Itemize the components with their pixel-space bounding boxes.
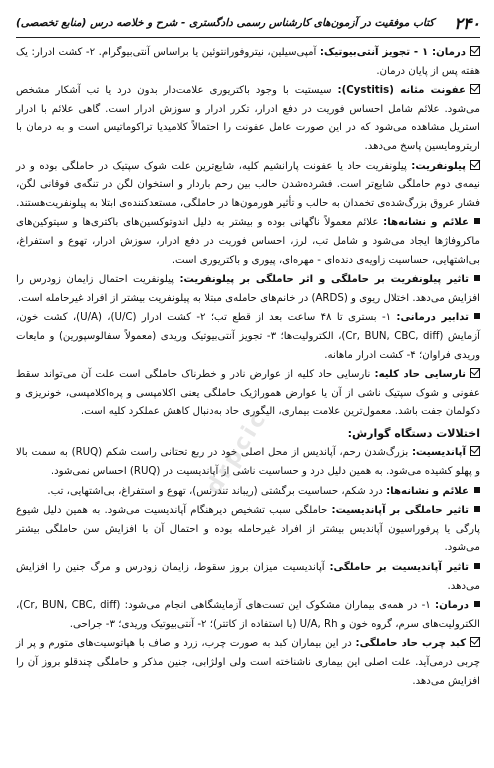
bullet-icon <box>474 313 480 319</box>
paragraph-text: ۱- در همه‌ی بیماران مشکوک این تست‌های آزمایشگاهی انجام می‌شود: (Cr, BUN, CBC, diff)، الکترولیت‌های سرم، گروه خون و U/A, Rh (با استفاده از کاتتر)؛ ۲- آنتی‌بیوتیک وریدی؛ ۳- جراحی. <box>16 600 480 630</box>
paragraph <box>16 444 480 481</box>
bullet-icon <box>474 218 480 224</box>
paragraph <box>16 597 480 634</box>
bullet-icon <box>474 563 480 569</box>
paragraph <box>16 214 480 270</box>
bullet-icon <box>474 275 480 281</box>
paragraph-text: درد شکم، حساسیت برگشتی (ریباند تندرنس)، تهوع و استفراغ، بی‌اشتهایی، تب. <box>47 485 387 497</box>
paragraph <box>16 502 480 558</box>
paragraph-text: ۱- بستری تا ۴۸ ساعت بعد از قطع تب؛ ۲- کشت ادرار (U/C)، (U/A)، کشت خون، آزمایش (Cr, BUN, CBC, diff)، الکترولیت‌ها؛ ۳- تجویز آنتی‌بیوتیک وریدی (معمولاً سفالوسپورین) و مایعات وریدی فراوان؛ ۴- کشت ادرار ماهانه. <box>16 312 480 361</box>
paragraph <box>16 82 480 156</box>
paragraph-text: پیلونفریت احتمال زایمان زودرس را افزایش می‌دهد. اختلال ریوی و (ARDS) در خانم‌های حامله‌ی مبتلا به پیلونفریت بیشتر از افراد غیرحامله است. <box>16 274 480 304</box>
paragraph-label: علائم و نشانه‌ها: <box>383 217 470 229</box>
paragraph <box>16 44 480 81</box>
checkbox-icon <box>470 160 480 170</box>
bullet-icon <box>474 506 480 512</box>
paragraph <box>16 309 480 365</box>
watermark: drpcic <box>201 406 273 499</box>
paragraph <box>16 271 480 308</box>
paragraph-label: عفونت مثانه (Cystitis): <box>337 85 466 97</box>
paragraph-label: آپاندیسیت: <box>411 447 466 459</box>
paragraph-label: تاثیر آپاندیسیت بر حاملگی: <box>329 562 469 574</box>
paragraph-label: درمان: <box>435 600 470 612</box>
paragraph-text: آپاندیسیت میزان بروز سقوط، زایمان زودرس و مرگ جنین را افزایش می‌دهد. <box>16 562 480 592</box>
checkbox-icon <box>470 46 480 56</box>
page-number: ۲۴۰ <box>454 13 480 33</box>
section-urinary <box>16 44 480 422</box>
paragraph-text: آمپی‌سیلین، نیتروفورانتوئین یا براساس آنتی‌بیوگرام. ۲- کشت ادرار: یک هفته پس از پایان درمان. <box>16 47 480 77</box>
paragraph-text: علائم معمولاً ناگهانی بوده و بیشتر به دلیل اندوتوکسین‌های باکتری‌ها و سیتوکین‌های ماکروفاژها ایجاد می‌شود و شامل تب، لرز، احساس فوریت در دفع ادرار، سوزش ادرار، تهوع و استفراغ، بی‌اشتهایی، حساسیت زاویه‌ی دنده‌ای - مهره‌ای، پیوری و باکتریوری است. <box>16 217 480 266</box>
paragraph-label: تاثیر حاملگی بر آپاندیسیت: <box>331 505 470 517</box>
paragraph-label: کبد چرب حاد حاملگی: <box>355 638 467 650</box>
paragraph-label: علائم و نشانه‌ها: <box>386 485 469 497</box>
paragraph-label: نارسایی حاد کلیه: <box>374 369 466 381</box>
paragraph <box>16 158 480 214</box>
section-heading-gi: اختلالات دستگاه گوارش: <box>347 426 480 440</box>
paragraph-label: درمان: ۱ - تجویز آنتی‌بیوتیک: <box>319 47 466 58</box>
paragraph <box>16 559 480 596</box>
page-header <box>16 12 480 38</box>
paragraph-text: پیلونفریت حاد یا عفونت پارانشیم کلیه، شایع‌ترین علت شوک سپتیک در حاملگی بوده و در نیمه‌ی دوم حاملگی شایع‌تر است. فشرده‌شدن حالب بین رحم باردار و استخوان لگن در تنگه‌ی فوقانی لگن، فشار عروق بزرگ‌شده‌ی تخمدان به حالب و تأثیر هورمون‌ها در حاملگی، مستعدکننده‌ی ابتلا به پیلونفریت‌هستند. <box>16 160 480 209</box>
body-text <box>16 44 480 691</box>
paragraph-text: نارسایی حاد کلیه از عوارض نادر و خطرناک حاملگی است علت آن می‌تواند سقط عفونی و شوک سپتیک ناشی از آن یا عوارض هموراژیک حاملگی یعنی اکلامپسی و پره‌اکلامپسی، خونریزی و دکولمان جفت باشد. معمول‌ترین علامت بیماری، الیگوری حاد به‌دنبال کاهش عملکرد کلیه است. <box>16 369 480 418</box>
checkbox-icon <box>470 368 480 378</box>
bullet-icon <box>474 601 480 607</box>
paragraph <box>16 366 480 422</box>
running-title: کتاب موفقیت در آزمون‌های کارشناس رسمی دادگستری - شرح و خلاصه درس (منابع تخصصی) <box>16 17 435 29</box>
bullet-icon <box>474 487 480 493</box>
document-page <box>16 12 480 760</box>
paragraph-label: پیلونفریت: <box>411 160 466 172</box>
paragraph-text: حاملگی سبب تشخیص دیرهنگام آپاندیسیت می‌شود. به همین دلیل شیوع پارگی یا پرفوراسیون آپاندیس بیشتر از افراد غیرحامله بوده و احتمال آن با افزایش سن حاملگی بیشتر می‌شود. <box>16 505 480 554</box>
paragraph-text: در این بیماران کبد به صورت چرب، زرد و صاف با هپاتوسیت‌های متورم و پر از چربی درمی‌آید. علت اصلی این بیماری ناشناخته است ولی اولژابی، جنین مذکر و حاملگی چندقلو بروز آن را افزایش می‌دهد. <box>16 638 480 687</box>
paragraph-label: تاثیر پیلونفریت بر حاملگی و اثر حاملگی بر پیلونفریت: <box>179 274 470 286</box>
paragraph-label: تدابیر درمانی: <box>396 312 469 324</box>
paragraph <box>16 483 480 502</box>
paragraph-text: بزرگ‌شدن رحم، آپاندیس از محل اصلی خود در ربع تحتانی راست شکم (RUQ) به سمت بالا و پهلو کشیده می‌شود. به همین دلیل درد و حساسیت ناشی از آپاندیسیت در (RUQ) احساس نمی‌شود. <box>16 447 480 478</box>
checkbox-icon <box>470 84 480 94</box>
checkbox-icon <box>470 446 480 456</box>
paragraph-text: سیستیت با وجود باکتریوری علامت‌دار بدون درد یا تب آشکار مشخص می‌شود. علائم شامل احساس فوریت در دفع ادرار، تکرر ادرار و سوزش ادرار است. گاهی علائم با ادرار استریل مشاهده می‌شود که در این صورت عامل عفونت را احتمالاً کلامیدیا تراکوماتیس است و به درمان با اریترومایسین پاسخ می‌دهد. <box>16 85 480 152</box>
section-gi <box>16 444 480 691</box>
checkbox-icon <box>470 637 480 647</box>
paragraph <box>16 635 480 691</box>
